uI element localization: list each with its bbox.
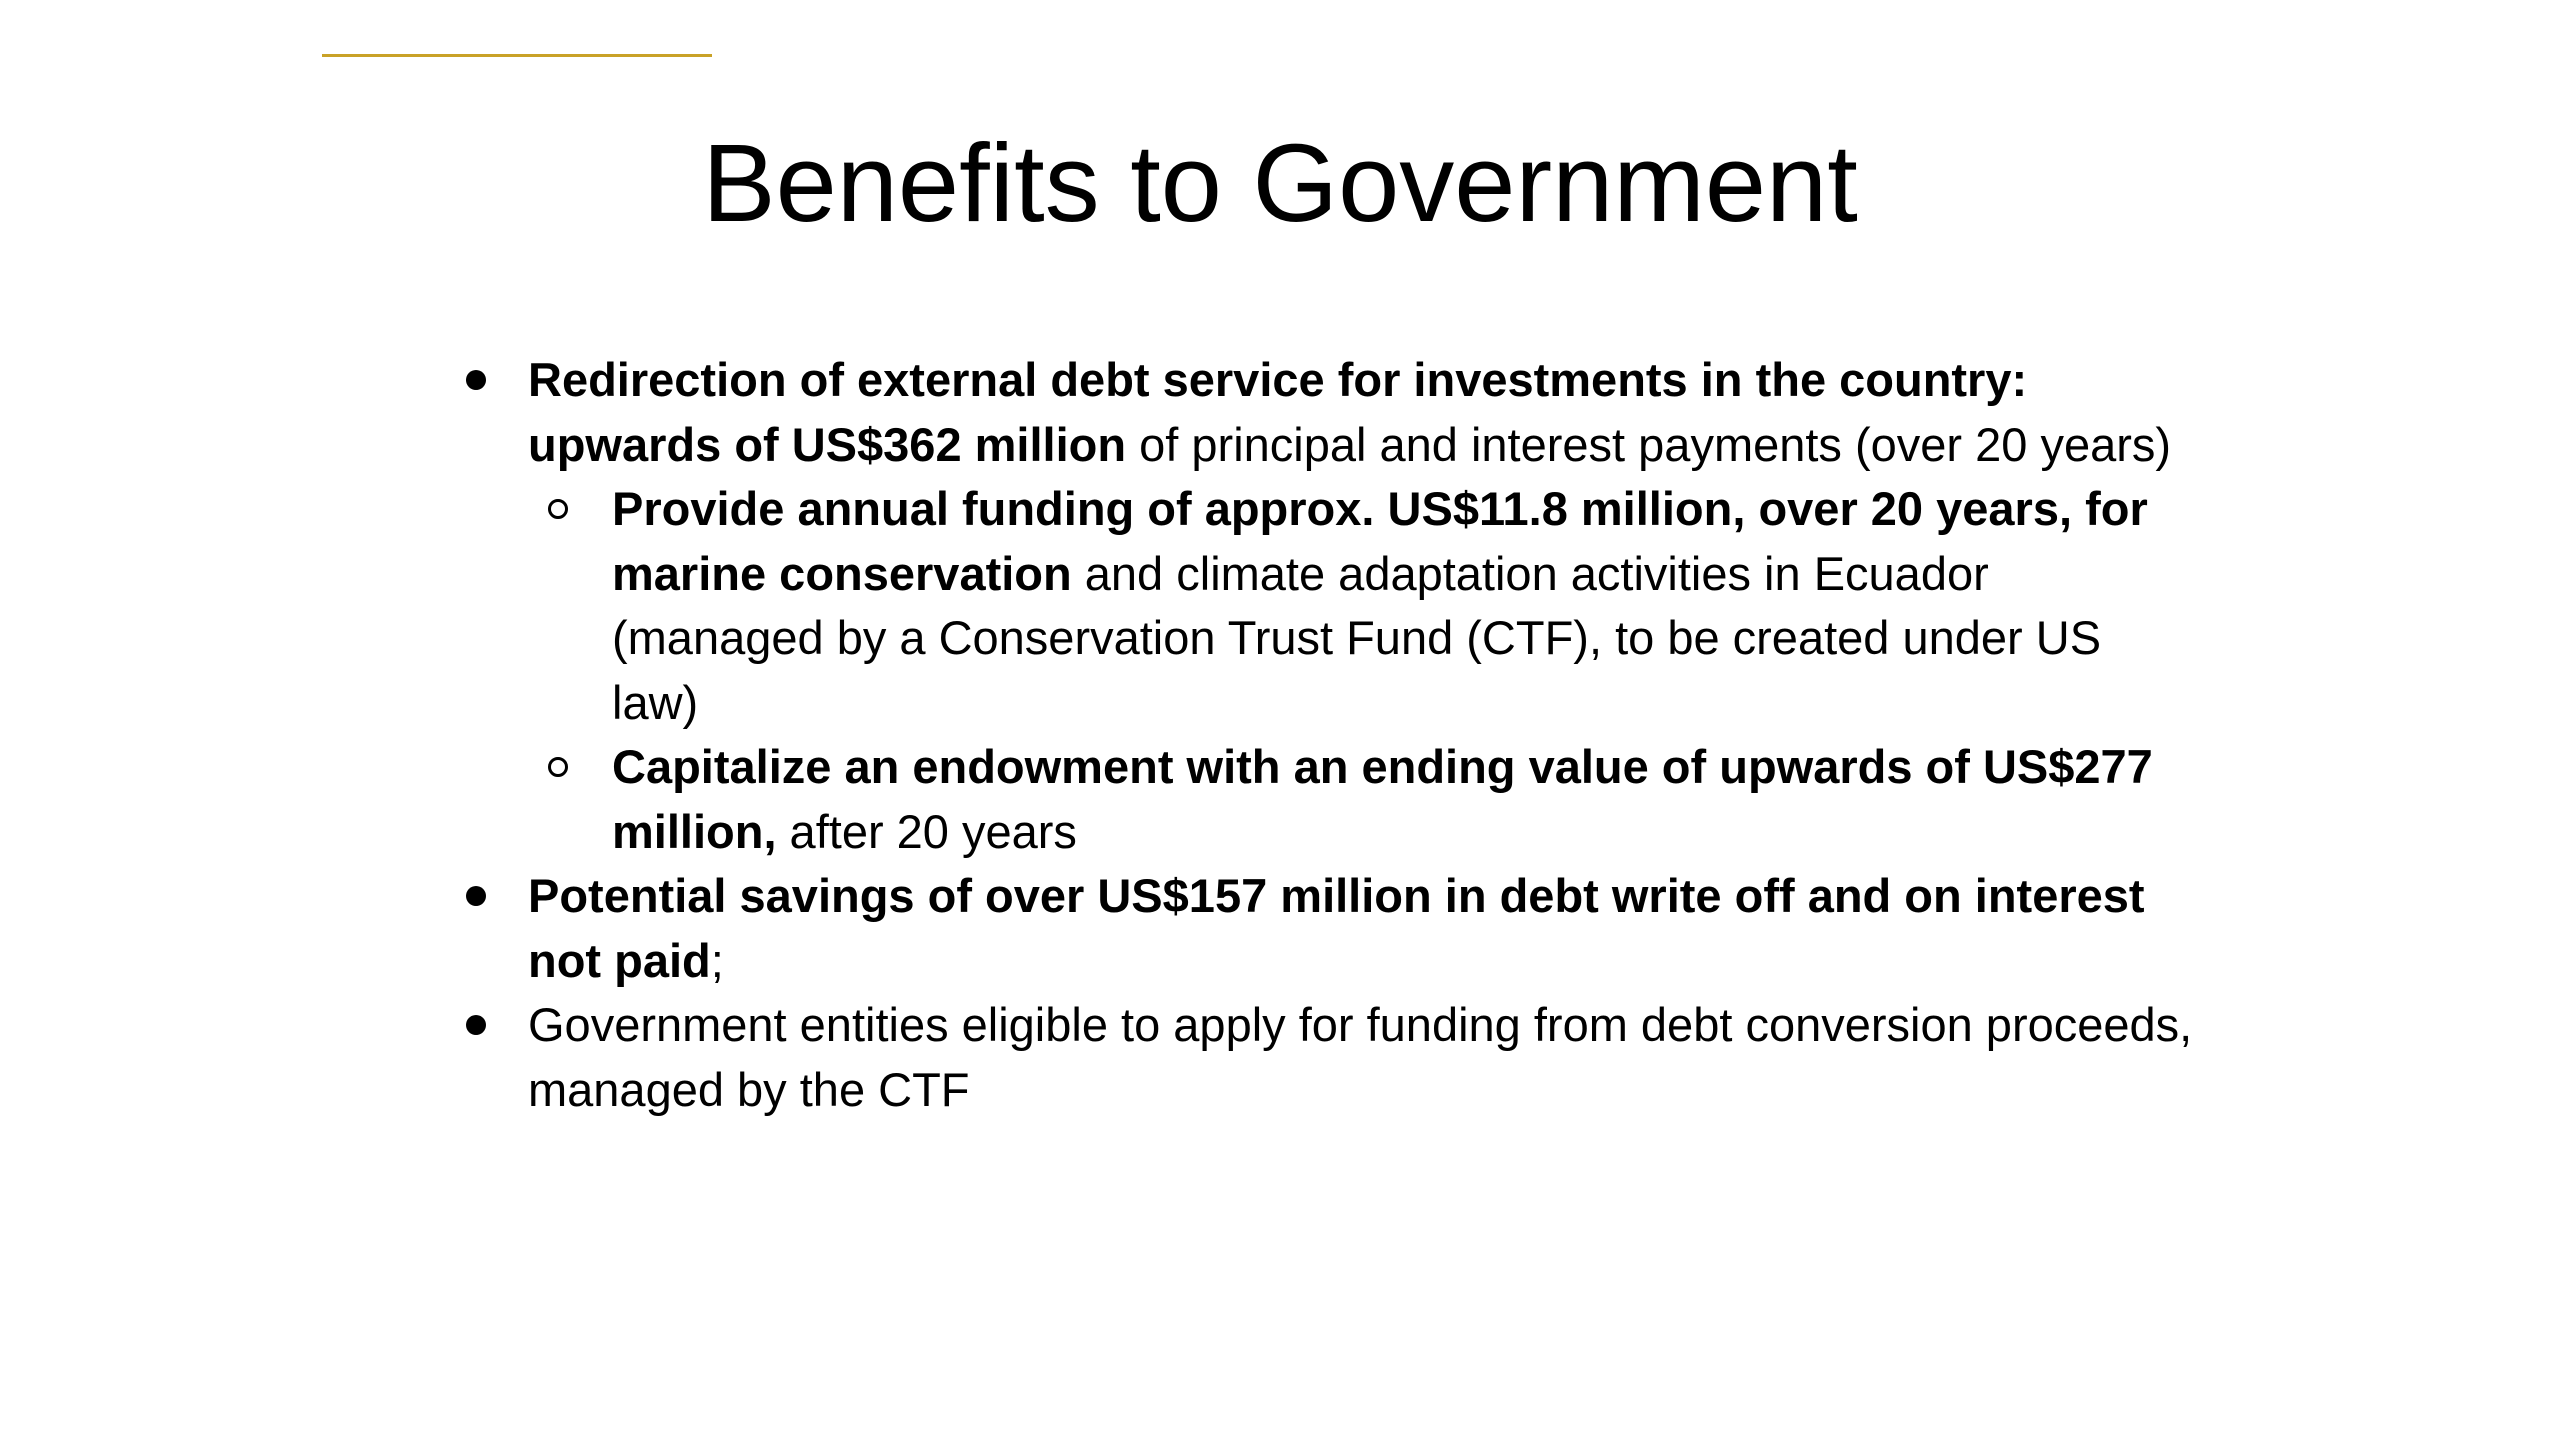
bullet-item xyxy=(440,993,2200,1122)
bullet-text: of principal and interest payments (over 20 years) xyxy=(1126,417,2172,471)
bullet-text: and climate adaptation activities in Ecuador (managed by a Conservation Trust Fund (CTF), to be created under US law) xyxy=(612,546,2102,729)
bullet-text: after 20 years xyxy=(776,804,1077,858)
circle-bullet-icon xyxy=(538,735,578,800)
accent-line xyxy=(322,54,712,57)
sub-bullet-item xyxy=(524,735,2200,864)
bullet-bold-text: Redirection of external debt service for investments in the country: upwards of US$362 million xyxy=(528,353,2028,471)
circle-bullet-icon xyxy=(538,477,578,542)
bullet-bold-text: Provide annual funding of approx. US$11.8 million, over 20 years, for marine conservation xyxy=(612,482,2148,600)
sub-bullet-item xyxy=(524,477,2200,735)
bullet-item xyxy=(440,348,2200,477)
disc-bullet-icon xyxy=(456,864,496,929)
bullet-text: ; xyxy=(710,933,724,987)
slide-title: Benefits to Government xyxy=(702,122,1858,245)
disc-bullet-icon xyxy=(456,348,496,413)
bullet-list xyxy=(440,348,2200,1122)
bullet-bold-text: Capitalize an endowment with an ending value of upwards of US$277 million, xyxy=(612,740,2153,858)
bullet-text: Government entities eligible to apply for funding from debt conversion proceeds, managed by the CTF xyxy=(528,998,2193,1116)
disc-bullet-icon xyxy=(456,993,496,1058)
bullet-item xyxy=(440,864,2200,993)
bullet-bold-text: Potential savings of over US$157 million in debt write off and on interest not paid xyxy=(528,869,2145,987)
